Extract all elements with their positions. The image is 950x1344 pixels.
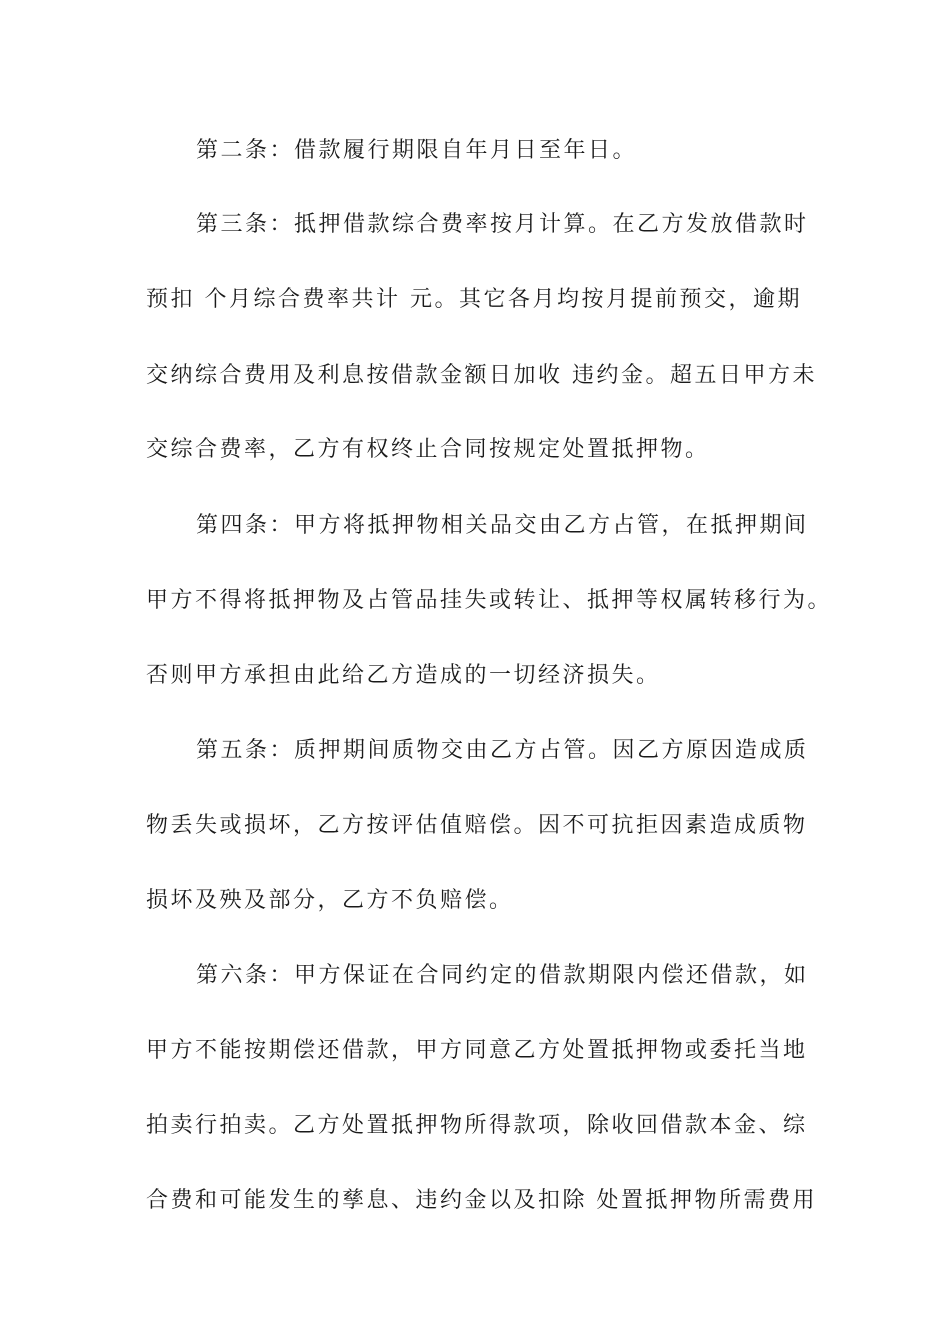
clause-3-line-1: 第三条：抵押借款综合费率按月计算。在乙方发放借款时: [196, 212, 809, 237]
clause-3-line-3: 交纳综合费用及利息按借款金额日加收 违约金。超五日甲方未: [146, 363, 817, 388]
clause-3-line-2: 预扣 个月综合费率共计 元。其它各月均按月提前预交，逾期: [146, 287, 802, 312]
clause-5-line-3: 损坏及殃及部分，乙方不负赔偿。: [146, 888, 514, 913]
clause-2-line-1: 第二条：借款履行期限自年月日至年日。: [196, 138, 638, 163]
clause-4-line-1: 第四条：甲方将抵押物相关品交由乙方占管，在抵押期间: [196, 513, 809, 538]
clause-6-line-1: 第六条：甲方保证在合同约定的借款期限内偿还借款，如: [196, 963, 809, 988]
clause-6-line-4: 合费和可能发生的孳息、违约金以及扣除 处置抵押物所需费用: [146, 1188, 817, 1213]
clause-4-line-3: 否则甲方承担由此给乙方造成的一切经济损失。: [146, 663, 661, 688]
clause-3-line-4: 交综合费率，乙方有权终止合同按规定处置抵押物。: [146, 437, 710, 462]
clause-5-line-2: 物丢失或损坏，乙方按评估值赔偿。因不可抗拒因素造成质物: [146, 813, 808, 838]
clause-4-line-2: 甲方不得将抵押物及占管品挂失或转让、抵押等权属转移行为。: [146, 588, 833, 613]
clause-6-line-3: 拍卖行拍卖。乙方处置抵押物所得款项，除收回借款本金、综: [146, 1113, 808, 1138]
clause-5-line-1: 第五条：质押期间质物交由乙方占管。因乙方原因造成质: [196, 738, 809, 763]
clause-6-line-2: 甲方不能按期偿还借款，甲方同意乙方处置抵押物或委托当地: [146, 1038, 808, 1063]
